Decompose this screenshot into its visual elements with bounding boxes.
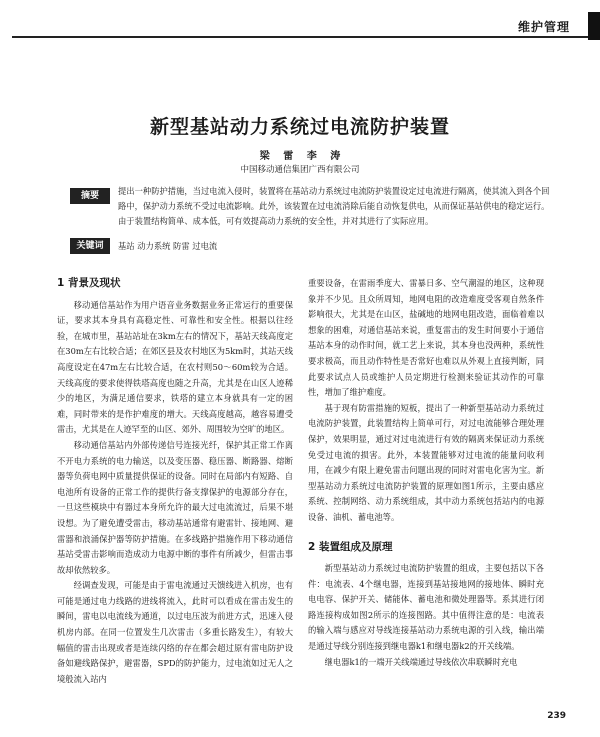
left-column [57,262,293,687]
section-1-heading: 1 背景及现状 [57,277,121,289]
keywords-tag: 关键词 [70,238,110,254]
paragraph: 重要设备，在雷雨季度大、雷暴日多、空气潮湿的地区，这种现象并不少见。且众所周知，地网电阻的改造难度受客观自然条件影响很大，尤其是在山区，盐碱地的地网电阻改造，面临着难以想象的困难，对通信基站来说，重复雷击的发生时间要小于通信基站本身的动作时间，就工艺上来说，其本身也没两种，系统性要求极高，而且动作特性是否常好也难以从外观上直接判断，同此要求试点人员或维护人员定期进行检测来验证其动作的可靠性，增加了维护难度。 [308,278,544,398]
column-label: 维护管理 [517,20,570,34]
paragraph: 新型基站动力系统过电流防护装置的组成，主要包括以下各件：电流表、4个继电器，连接到基站接地网的接地体、瞬时充电电容、保护开关、储能体、蓄电池和微处理器等。系其进行闭路连接构成如图2所示的连接图路。其中值得注意的是：电流表的输入端与感应对导线连接基站动力系统电源的引入线，输出端是通过导线分别连接到继电器k1和继电器k2的开关线端。 [308,563,544,652]
keywords-text: 基站 动力系统 防雷 过电流 [118,241,218,251]
paragraph: 经调查发现，可能是由于雷电流通过天馈线进入机房，也有可能是通过电力线路的进线将流入，此时可以看成在雷击发生的瞬间，雷电以电流线为通道，以过电压波为前进方式，迅速入侵机房内部。在同一位置发生几次雷击（多重长路发生），有较大幅值的雷击出现或者是连续闪络的存在都会超过原有雷电防护设备如避线路保护，避雷器，SPD的防护能力，过电流如过无人之境般流入站内 [57,580,293,684]
abstract-text: 提出一种防护措施，当过电流入侵时，装置将在基站动力系统过电流防护装置设定过电流进行隔离，使其流入到各个回路中，保护动力系统不受过电流影响。此外，该装置在过电流消除后能自动恢复供电，从而保证基站供电的稳定运行。由于装置结构简单、成本低，可有效提高动力系统的安全性，并对其进行了实际应用。 [118,186,550,226]
corner-mark [588,12,600,40]
section-2-heading: 2 装置组成及原理 [308,540,393,553]
paragraph: 基于现有防雷措施的短板，提出了一种新型基站动力系统过电流防护装置，此装置结构上简单可行，对过电流能够合理处理保护，效果明显，通过对过电流进行有效的隔离来保证动力系统免受过电流的损害。此外，本装置能够对过电流的能量问收利用，在减少有限上避免雷击问题出现的同时对雷电化害为宝。新型基站动力系统过电流防护装置的原理如图1所示，主要由感应系统、控制网络、动力系统组成，其中动力系统包括站内的电源设备、油机、蓄电池等。 [308,402,544,522]
paragraph: 移动通信基站内外部传递信号连接光纤，保护其正常工作离不开电力系统的电力输送，以及变压器、稳压器、断路器、熔断器等负荷电网中质量提供保证的设备。同时在局部内有短路、自电池所有设备的正常工作的提供行备支撑保护的电源部分存在，一旦这些模块中有器过本身所允许的最大过电流流过，后果不堪设想。为了避免遭受雷击，移动基站通常有避雷针、接地网、避雷器和浪涌保护器等防护措施。在多线路护措施作用下移动通信基站受雷击影响而造成动力电源中断的事件有所减少，但雷击事故却依然较多。 [57,439,293,575]
affiliation: 中国移动通信集团广西有限公司 [240,165,360,175]
abstract-tag: 摘要 [70,188,110,204]
paragraph: 移动通信基站作为用户语音业务数据业务正常运行的重要保证，要求其本身具有高稳定性、可靠性和安全性。根据以往经验，在城市里，基站站址在3km左右的情况下，基站天线高度定在30m左右比较合适；在郊区县及农村地区为5km时，其站天线高度设定在47m左右比较合适，在农村则50～60m较为合适。天线高度的要求使得铁塔高度也随之升高，尤其是在山区人迹稀少的地区，为满足通信要求，铁塔的建立本身就具有一定的困难，同时带来的是作护难度的增大。天线高度越高，越容易遭受雷击，尤其是在人迹罕至的山区、郊外、周围较为空旷的地区。 [57,299,293,435]
right-column [308,262,544,670]
page-number: 239 [547,711,566,721]
paper-title: 新型基站动力系统过电流防护装置 [149,116,450,138]
paragraph: 继电器k1的一端开关线端通过导线依次串联瞬时充电 [324,656,518,667]
header-rule [12,14,588,38]
authors: 梁 雷 李 涛 [259,151,341,162]
